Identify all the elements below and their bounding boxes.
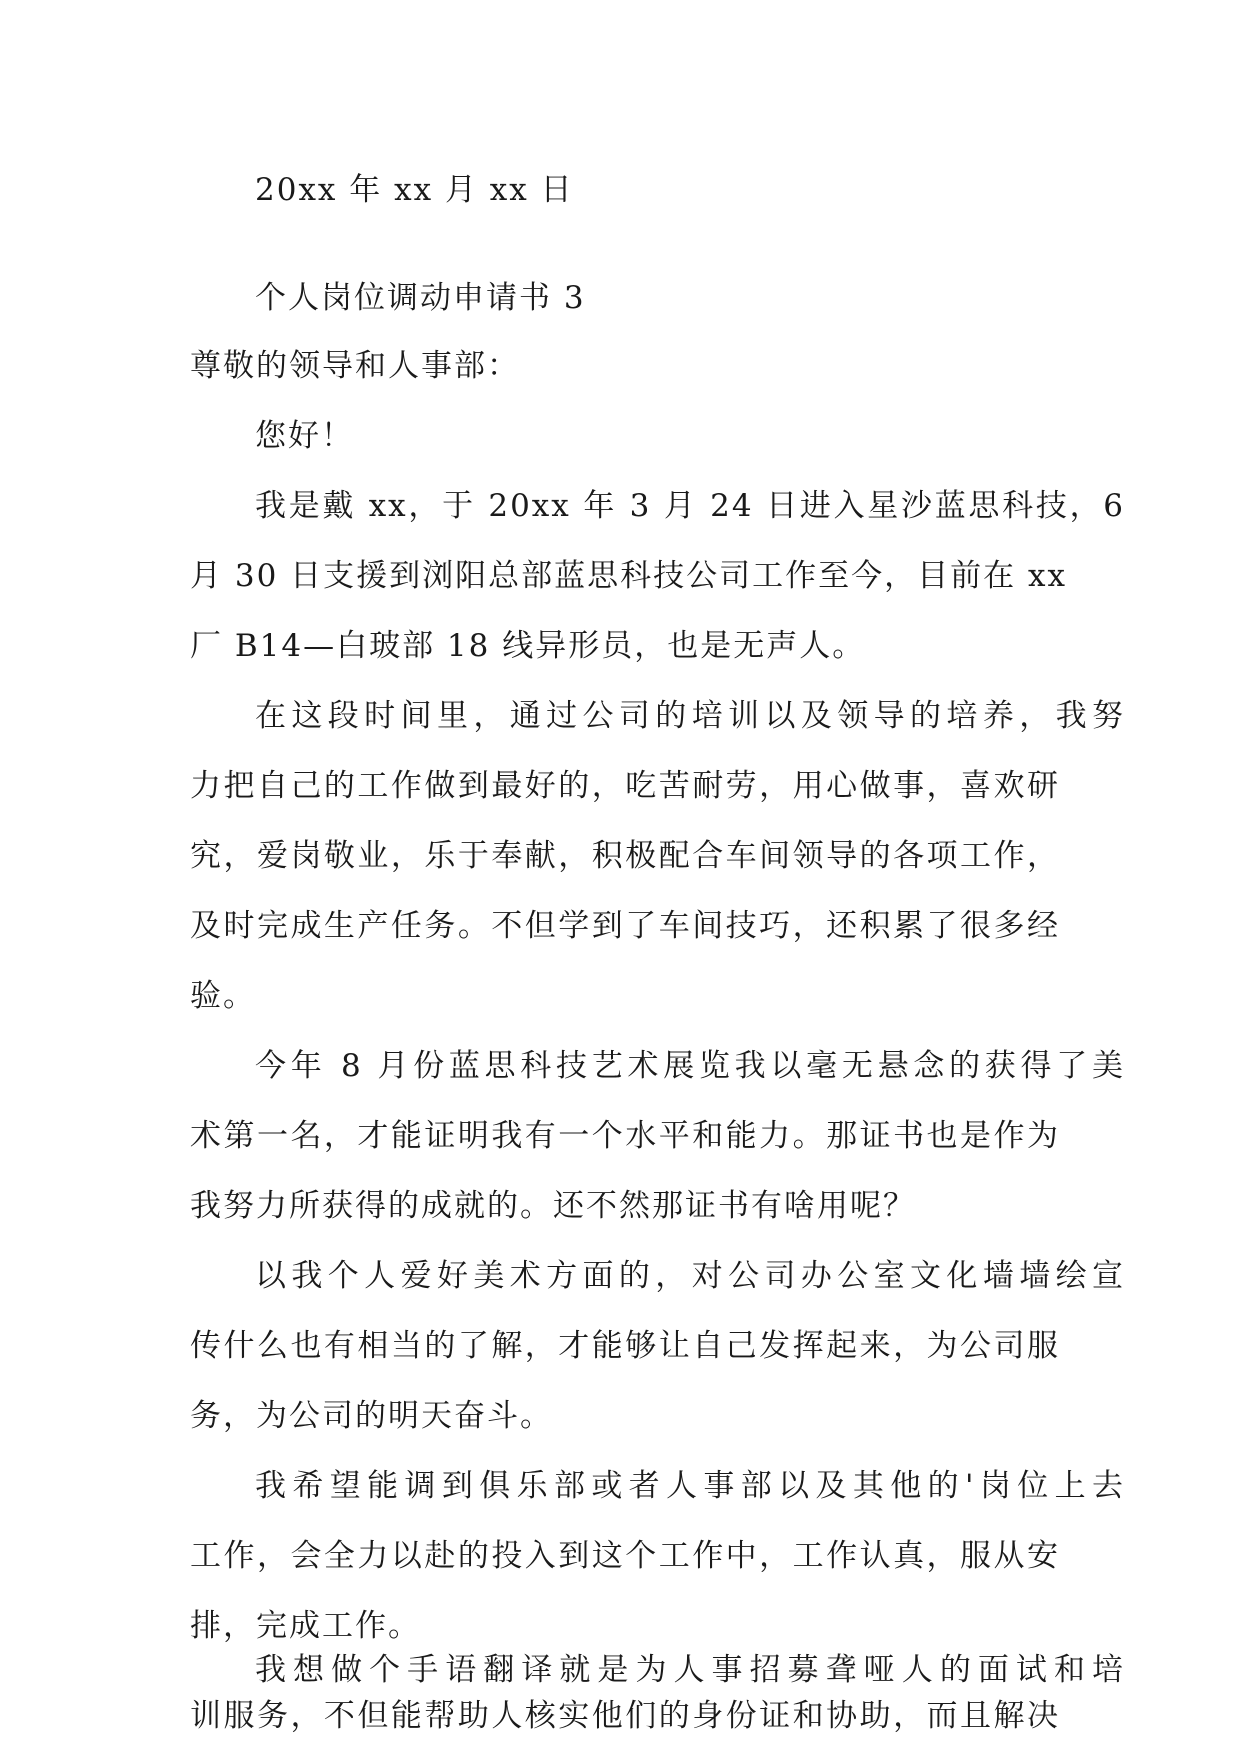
greeting: 您好！ [255, 418, 354, 454]
paragraph-1-line-2: 月 30 日支援到浏阳总部蓝思科技公司工作至今，目前在 xx [190, 558, 1067, 594]
paragraph-6-line-1: 我想做个手语翻译就是为人事招募聋哑人的面试和培 [255, 1652, 1125, 1688]
paragraph-2-line-5: 验。 [190, 978, 256, 1014]
salutation: 尊敬的领导和人事部： [190, 348, 520, 384]
paragraph-3-line-3: 我努力所获得的成就的。还不然那证书有啥用呢？ [190, 1188, 916, 1224]
paragraph-4-line-2: 传什么也有相当的了解，才能够让自己发挥起来，为公司服 [190, 1328, 1060, 1364]
document-title: 个人岗位调动申请书 3 [255, 280, 586, 316]
paragraph-2-line-1: 在这段时间里，通过公司的培训以及领导的培养，我努 [255, 698, 1125, 734]
paragraph-5-line-3: 排，完成工作。 [190, 1608, 421, 1644]
paragraph-2-line-2: 力把自己的工作做到最好的，吃苦耐劳，用心做事，喜欢研 [190, 768, 1060, 804]
paragraph-1-line-1: 我是戴 xx，于 20xx 年 3 月 24 日进入星沙蓝思科技，6 [255, 488, 1125, 524]
paragraph-3-line-1: 今年 8 月份蓝思科技艺术展览我以毫无悬念的获得了美 [255, 1048, 1125, 1084]
paragraph-4-line-1: 以我个人爱好美术方面的，对公司办公室文化墙墙绘宣 [255, 1258, 1125, 1294]
paragraph-6-line-2: 训服务，不但能帮助人核实他们的身份证和协助，而且解决 [190, 1698, 1060, 1734]
paragraph-2-line-4: 及时完成生产任务。不但学到了车间技巧，还积累了很多经 [190, 908, 1060, 944]
paragraph-4-line-3: 务，为公司的明天奋斗。 [190, 1398, 553, 1434]
paragraph-2-line-3: 究，爱岗敬业，乐于奉献，积极配合车间领导的各项工作， [190, 838, 1060, 874]
paragraph-1-line-3: 厂 B14—白玻部 18 线异形员，也是无声人。 [190, 628, 866, 664]
paragraph-3-line-2: 术第一名，才能证明我有一个水平和能力。那证书也是作为 [190, 1118, 1060, 1154]
paragraph-5-line-2: 工作，会全力以赴的投入到这个工作中，工作认真，服从安 [190, 1538, 1060, 1574]
document-date: 20xx 年 xx 月 xx 日 [255, 172, 574, 208]
paragraph-5-line-1: 我希望能调到俱乐部或者人事部以及其他的'岗位上去 [255, 1468, 1125, 1504]
